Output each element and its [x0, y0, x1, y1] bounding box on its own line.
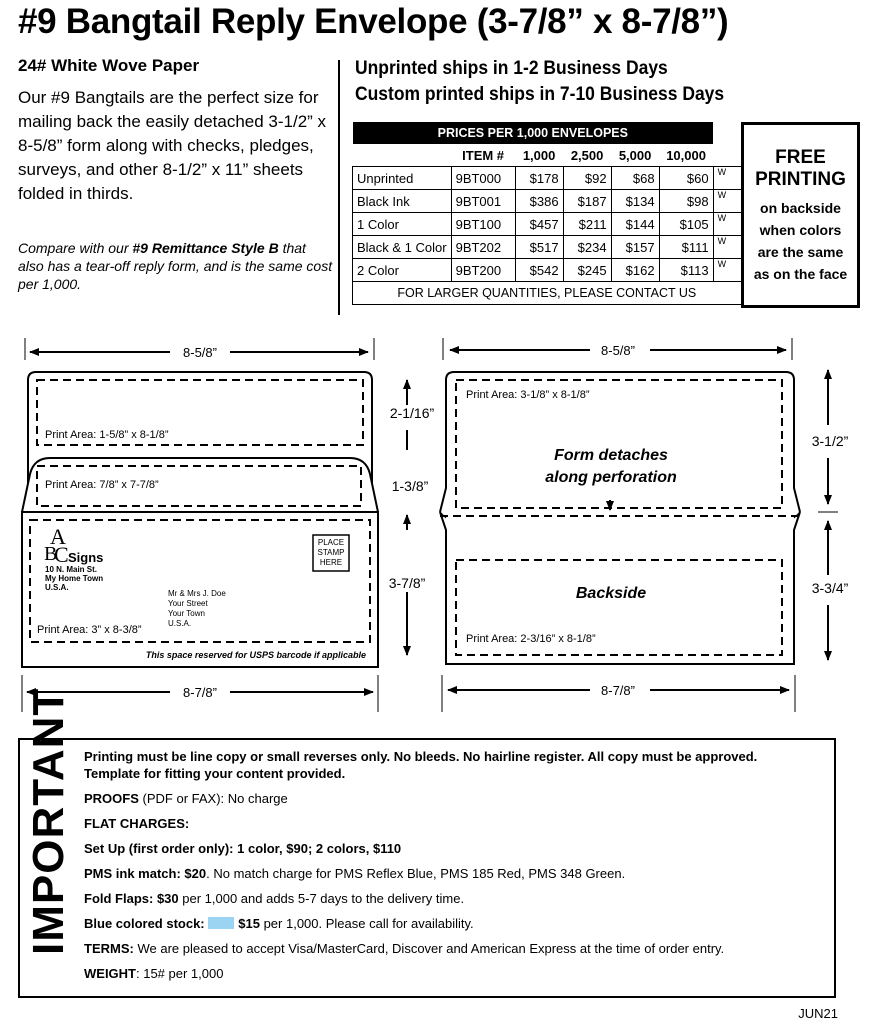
row-price: $60	[659, 167, 713, 190]
free-line6: as on the face	[753, 266, 848, 282]
row-w: W	[713, 259, 741, 282]
price-table-columns	[353, 144, 742, 167]
row-item: 9BT202	[451, 236, 515, 259]
free-printing-box	[741, 122, 860, 308]
row-price: $517	[515, 236, 563, 259]
table-row	[353, 259, 742, 282]
form-detach-line2: along perforation	[545, 469, 677, 486]
free-line4: when colors	[759, 222, 842, 238]
rule-line2: Template for fitting your content provided.	[84, 766, 346, 781]
back-dim-bottom: 3-3/4”	[811, 580, 849, 596]
svg-text:Signs: Signs	[68, 550, 104, 565]
row-price: $111	[659, 236, 713, 259]
col-1000: 1,000	[522, 147, 556, 163]
row-price: $98	[659, 190, 713, 213]
price-table-footer: FOR LARGER QUANTITIES, PLEASE CONTACT US	[353, 282, 742, 305]
row-price: $113	[659, 259, 713, 282]
svg-text:B: B	[44, 543, 58, 565]
rule-line1: Printing must be line copy or small reverses only. No bleeds. No hairline register. All copy must be approved.	[84, 749, 758, 764]
back-bottom-width: 8-7/8”	[601, 683, 635, 698]
row-w: W	[713, 213, 741, 236]
row-price: $162	[611, 259, 659, 282]
form-detach-line1: Form detaches	[554, 447, 668, 464]
front-area2: Print Area: 7/8” x 7-7/8”	[45, 479, 159, 491]
fold-label: Fold Flaps: $30	[84, 891, 179, 906]
row-price: $92	[563, 167, 611, 190]
col-2500: 2,500	[570, 147, 604, 163]
row-item: 9BT100	[451, 213, 515, 236]
shipping-info	[355, 56, 724, 108]
pms-text: . No match charge for PMS Reflex Blue, PMS 185 Red, PMS 348 Green.	[206, 866, 626, 881]
back-top-width: 8-5/8”	[601, 343, 635, 358]
stamp-line1: PLACE	[317, 538, 345, 547]
row-name: Unprinted	[353, 167, 452, 190]
table-row	[353, 190, 742, 213]
row-price: $134	[611, 190, 659, 213]
row-price: $386	[515, 190, 563, 213]
important-lines	[84, 748, 824, 990]
return-line3: U.S.A.	[45, 583, 69, 592]
free-line1: FREE	[775, 147, 826, 168]
page-title: #9 Bangtail Reply Envelope (3-7/8” x 8-7/8”)	[18, 2, 729, 41]
blue-text: per 1,000. Please call for availability.	[259, 916, 474, 931]
weight-text: : 15# per 1,000	[136, 966, 224, 981]
row-item: 9BT200	[451, 259, 515, 282]
table-row	[353, 167, 742, 190]
row-price: $105	[659, 213, 713, 236]
row-w: W	[713, 190, 741, 213]
front-top-width: 8-5/8”	[183, 345, 217, 360]
table-row	[353, 213, 742, 236]
stamp-line3: HERE	[319, 558, 343, 567]
row-name: Black & 1 Color	[353, 236, 452, 259]
weight-label: WEIGHT	[84, 966, 136, 981]
blue-label: Blue colored stock:	[84, 916, 205, 931]
compare-prefix: Compare with our	[18, 240, 133, 256]
divider	[338, 60, 340, 315]
product-description: Our #9 Bangtails are the perfect size for mailing back the easily detached 3-1/2” x 8-5/8” form along with checks, pledges, surveys, and other 8-1/2” x 11” sheets folded in thirds.	[18, 88, 327, 203]
addr-line3: Your Town	[168, 609, 205, 618]
row-price: $144	[611, 213, 659, 236]
row-price: $542	[515, 259, 563, 282]
addr-line1: Mr & Mrs J. Doe	[168, 589, 226, 598]
addr-line2: Your Street	[168, 599, 208, 608]
backside-label: Backside	[575, 585, 647, 602]
row-price: $245	[563, 259, 611, 282]
back-area2: Print Area: 2-3/16” x 8-1/8”	[466, 633, 596, 645]
table-row	[353, 236, 742, 259]
front-area3: Print Area: 3” x 8-3/8”	[37, 624, 142, 636]
row-price: $157	[611, 236, 659, 259]
shipping-custom: Custom printed ships in 7-10 Business Days	[355, 84, 725, 105]
compare-note	[18, 239, 333, 293]
setup-charge: Set Up (first order only): 1 color, $90; 2 colors, $110	[84, 841, 402, 856]
col-10000: 10,000	[666, 147, 706, 163]
stamp-line2: STAMP	[317, 548, 345, 557]
fold-text: per 1,000 and adds 5-7 days to the delivery time.	[178, 891, 465, 906]
free-line2: PRINTING	[755, 169, 846, 190]
back-area1: Print Area: 3-1/8” x 8-1/8”	[466, 389, 590, 401]
row-price: $234	[563, 236, 611, 259]
blue-price: $15	[238, 916, 260, 931]
front-dim-body: 3-7/8”	[388, 575, 426, 591]
compare-suffix: that also has a tear-off reply form, and is the same cost per 1,000.	[18, 240, 333, 292]
envelope-diagrams	[0, 330, 872, 720]
row-name: 1 Color	[353, 213, 452, 236]
revision-code: JUN21	[798, 1006, 838, 1021]
blue-swatch	[208, 917, 234, 929]
front-area1: Print Area: 1-5/8” x 8-1/8”	[45, 429, 169, 441]
front-dim-mid: 1-3/8”	[391, 478, 429, 494]
free-line3: on backside	[760, 200, 841, 216]
usps-note: This space reserved for USPS barcode if applicable	[145, 650, 366, 660]
price-table	[352, 122, 742, 305]
proofs-text: (PDF or FAX): No charge	[138, 791, 288, 806]
flat-charges: FLAT CHARGES:	[84, 816, 190, 831]
row-w: W	[713, 236, 741, 259]
row-name: Black Ink	[353, 190, 452, 213]
important-label: IMPORTANT	[24, 687, 73, 955]
row-item: 9BT000	[451, 167, 515, 190]
row-item: 9BT001	[451, 190, 515, 213]
compare-link[interactable]: #9 Remittance Style B	[132, 240, 279, 256]
col-item: ITEM #	[462, 147, 505, 163]
paper-type: 24# White Wove Paper	[18, 56, 200, 75]
front-bottom-width: 8-7/8”	[183, 685, 217, 700]
row-name: 2 Color	[353, 259, 452, 282]
price-table-heading: PRICES PER 1,000 ENVELOPES	[353, 122, 714, 144]
front-dim-flap: 2-1/16”	[389, 405, 435, 421]
svg-text:C: C	[54, 542, 69, 567]
row-price: $211	[563, 213, 611, 236]
row-price: $187	[563, 190, 611, 213]
row-price: $178	[515, 167, 563, 190]
addr-line4: U.S.A.	[168, 619, 192, 628]
proofs-label: PROOFS	[84, 791, 139, 806]
back-dim-top: 3-1/2”	[811, 433, 849, 449]
row-price: $457	[515, 213, 563, 236]
pms-label: PMS ink match: $20	[84, 866, 207, 881]
return-line2: My Home Town	[45, 574, 104, 583]
terms-label: TERMS:	[84, 941, 134, 956]
shipping-unprinted: Unprinted ships in 1-2 Business Days	[355, 58, 668, 79]
row-w: W	[713, 167, 741, 190]
return-line1: 10 N. Main St.	[45, 565, 98, 574]
terms-text: We are pleased to accept Visa/MasterCard, Discover and American Express at the time of order entry.	[133, 941, 725, 956]
row-price: $68	[611, 167, 659, 190]
col-5000: 5,000	[618, 147, 652, 163]
free-line5: are the same	[757, 244, 844, 260]
svg-text:A: A	[50, 524, 66, 549]
